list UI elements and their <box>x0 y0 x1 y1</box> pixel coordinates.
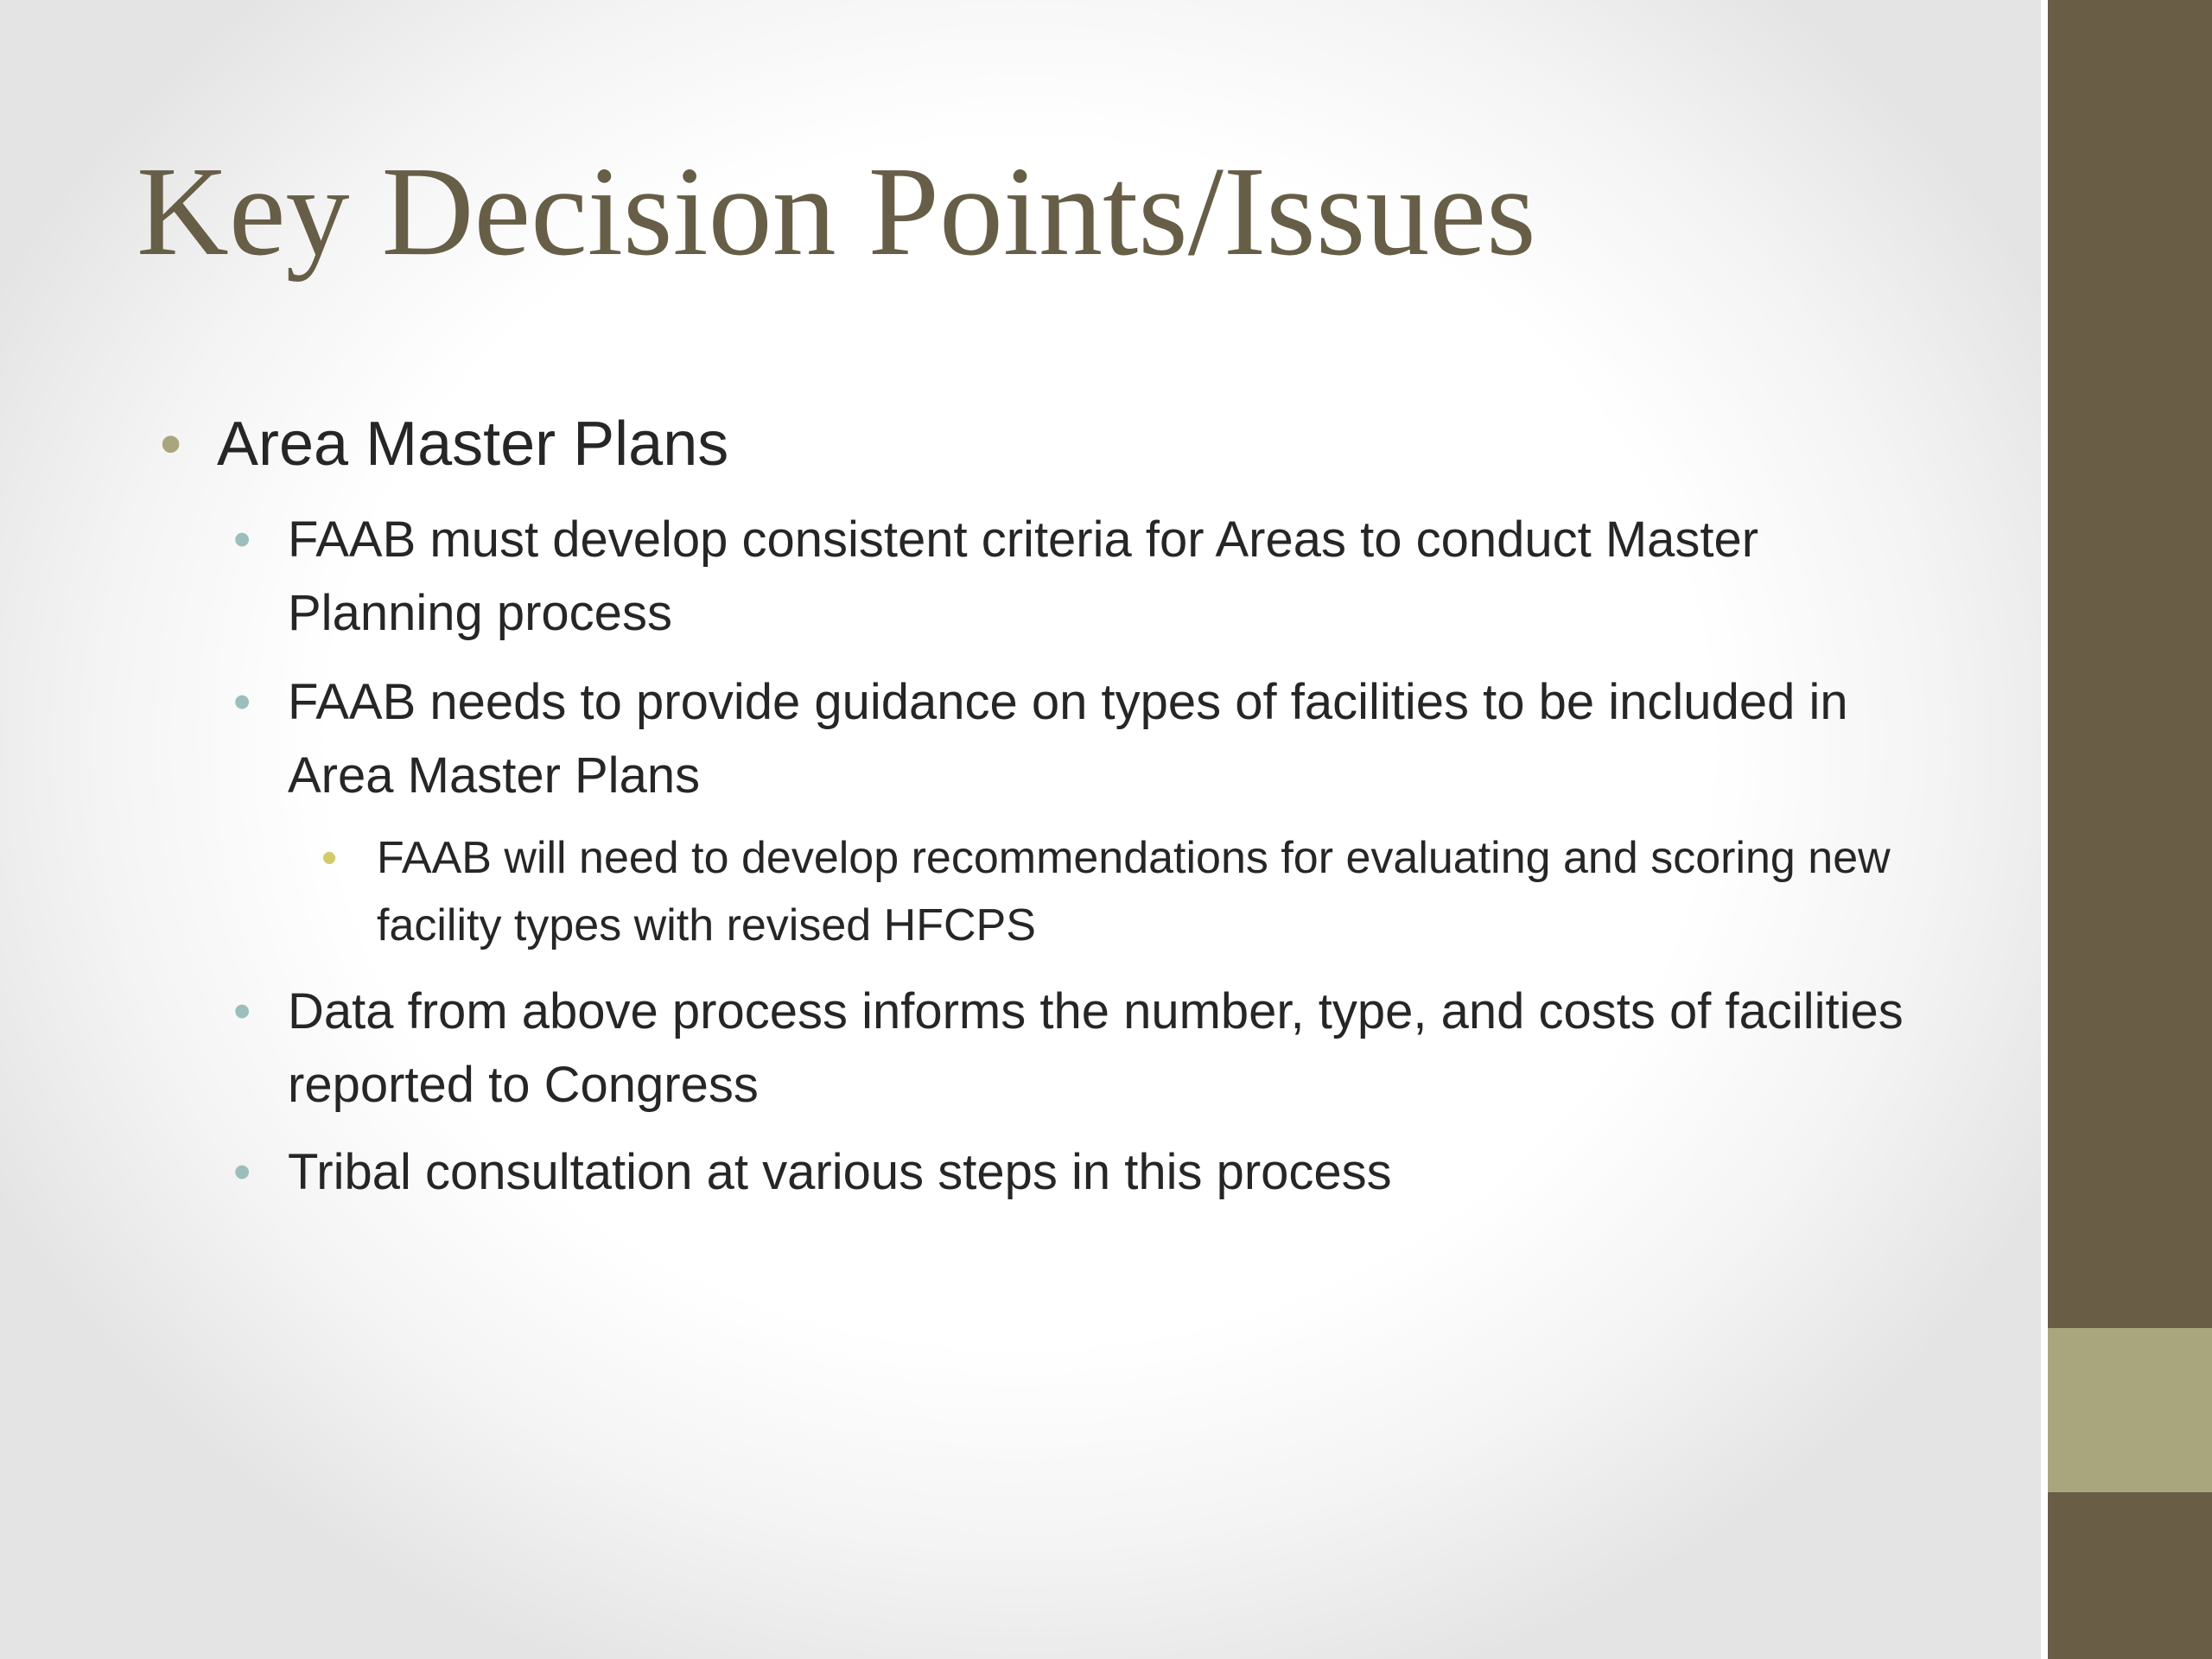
sub-bullet-tribal-consultation <box>233 1135 1918 1209</box>
sidebar-divider <box>2041 0 2048 1659</box>
bullet-text: Area Master Plans <box>217 410 729 479</box>
bullet-text: Data from above process informs the number, type, and costs of facilities reported to Congress <box>288 983 1904 1113</box>
bullet-dot-icon: • <box>233 1144 251 1200</box>
bullet-text: FAAB will need to develop recommendations for evaluating and scoring new facility types with revised HFCPS <box>377 833 1891 950</box>
bullet-dot-icon: • <box>233 674 251 730</box>
sub-sub-bullet-recommendations <box>321 824 1911 959</box>
bullet-dot-icon: • <box>233 512 251 568</box>
slide-title: Key Decision Points/Issues <box>137 141 1536 283</box>
bullet-area-master-plans <box>160 406 1888 482</box>
sub-bullet-data-congress <box>233 975 1918 1122</box>
bullet-dot-icon: • <box>321 833 338 883</box>
bullet-dot-icon: • <box>160 410 182 479</box>
sub-bullet-criteria <box>233 503 1918 650</box>
sidebar-accent-block <box>2048 1328 2212 1492</box>
bullet-dot-icon: • <box>233 983 251 1039</box>
bullet-text: Tribal consultation at various steps in this process <box>288 1144 1392 1200</box>
sub-bullet-guidance <box>233 665 1918 812</box>
bullet-text: FAAB must develop consistent criteria for Areas to conduct Master Planning process <box>288 512 1759 641</box>
bullet-text: FAAB needs to provide guidance on types of facilities to be included in Area Master Plans <box>288 674 1848 804</box>
